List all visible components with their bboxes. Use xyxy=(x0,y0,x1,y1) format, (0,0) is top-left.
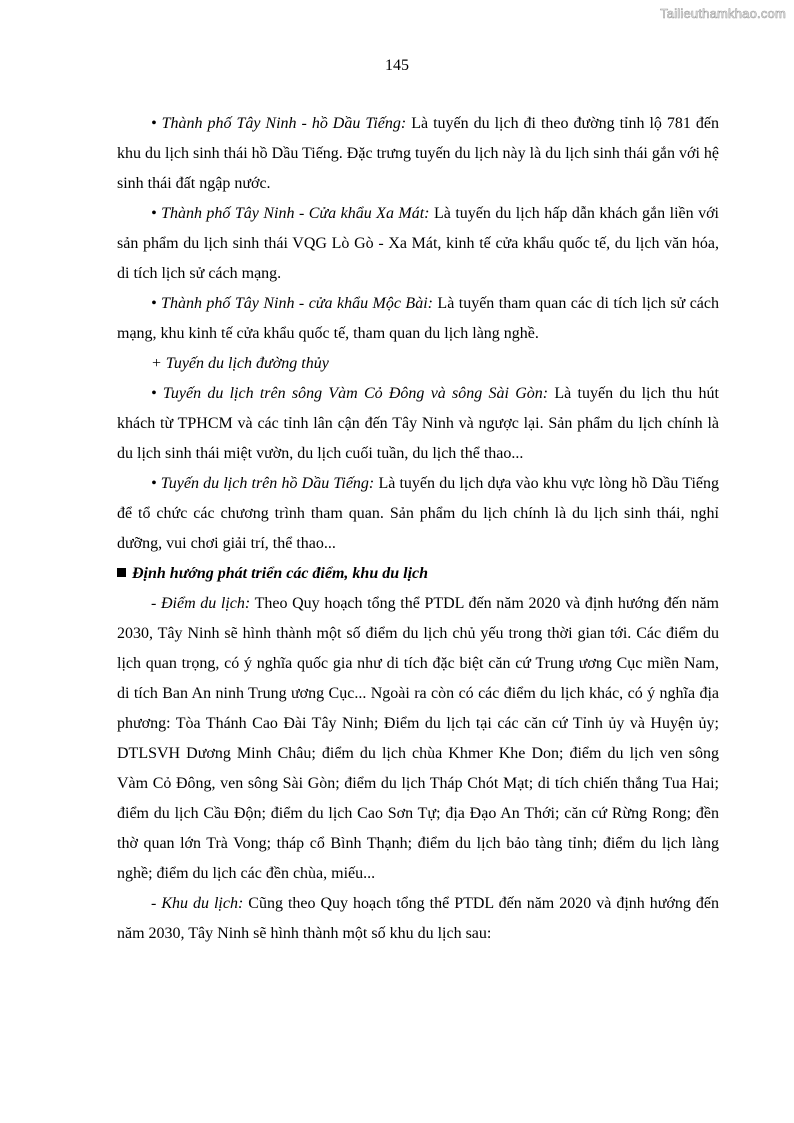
route-title: • Tuyến du lịch trên hồ Dầu Tiếng: xyxy=(151,475,375,492)
section-heading xyxy=(117,559,719,589)
paragraph-route-xa-mat xyxy=(117,199,719,289)
paragraph-tourist-points xyxy=(117,589,719,889)
section-heading-text: Định hướng phát triển các điểm, khu du lịch xyxy=(132,565,429,582)
item-title: - Khu du lịch: xyxy=(151,895,244,912)
route-title: • Tuyến du lịch trên sông Vàm Cỏ Đông và sông Sài Gòn: xyxy=(151,385,549,402)
route-title: • Thành phố Tây Ninh - cửa khẩu Mộc Bài: xyxy=(151,295,433,312)
item-description: Theo Quy hoạch tổng thể PTDL đến năm 2020 và định hướng đến năm 2030, Tây Ninh sẽ hình thành một số điểm du lịch chủ yếu trong thời gian tới. Các điểm du lịch quan trọng, có ý nghĩa quốc gia như di tích đặc biệt căn cứ Trung ương Cục miền Nam, di tích Ban An ninh Trung ương Cục... Ngoài ra còn có các điểm du lịch khác, có ý nghĩa địa phương: Tòa Thánh Cao Đài Tây Ninh; Điểm du lịch tại các căn cứ Tỉnh ủy và Huyện ủy; DTLSVH Dương Minh Châu; điểm du lịch chùa Khmer Khe Don; điểm du lịch ven sông Vàm Cỏ Đông, ven sông Sài Gòn; điểm du lịch Tháp Chót Mạt; di tích chiến thắng Tua Hai; điểm du lịch Cầu Độn; điểm du lịch Cao Sơn Tự; địa Đạo An Thới; căn cứ Rừng Rong; đền thờ quan lớn Trà Vong; tháp cổ Bình Thạnh; điểm du lịch bảo tàng tỉnh; điểm du lịch làng nghề; điểm du lịch các đền chùa, miếu... xyxy=(117,595,720,882)
item-description: Cũng theo Quy hoạch tổng thể PTDL đến năm 2020 và định hướng đến năm 2030, Tây Ninh sẽ hình thành một số khu du lịch sau: xyxy=(117,895,719,942)
paragraph-route-river xyxy=(117,379,719,469)
document-body xyxy=(117,109,719,949)
watermark: Tailieuthamkhao.com xyxy=(660,6,786,21)
paragraph-route-lake xyxy=(117,469,719,559)
page-number: 145 xyxy=(385,57,409,74)
route-description: Là tuyến tham quan các di tích lịch sử cách mạng, khu kinh tế cửa khẩu quốc tế, tham quan du lịch làng nghề. xyxy=(117,295,719,342)
paragraph-route-moc-bai xyxy=(117,289,719,349)
route-description: Là tuyến du lịch đi theo đường tỉnh lộ 781 đến khu du lịch sinh thái hồ Dầu Tiếng. Đặc trưng tuyến du lịch này là du lịch sinh thái gắn với hệ sinh thái đất ngập nước. xyxy=(117,115,719,192)
route-title: • Thành phố Tây Ninh - hồ Dầu Tiếng: xyxy=(151,115,407,132)
paragraph-tourist-areas xyxy=(117,889,719,949)
square-bullet-icon xyxy=(117,568,126,577)
route-description: Là tuyến du lịch dựa vào khu vực lòng hồ Dầu Tiếng để tổ chức các chương trình tham quan. Sản phẩm du lịch chính là du lịch sinh thái, nghỉ dưỡng, vui chơi giải trí, thể thao... xyxy=(117,475,720,552)
route-title: • Thành phố Tây Ninh - Cửa khẩu Xa Mát: xyxy=(151,205,430,222)
paragraph-route-dau-tieng xyxy=(117,109,719,199)
paragraph-waterway-heading xyxy=(117,349,719,379)
route-description: Là tuyến du lịch hấp dẫn khách gắn liền với sản phẩm du lịch sinh thái VQG Lò Gò - Xa Mát, kinh tế cửa khẩu quốc tế, du lịch văn hóa, di tích lịch sử cách mạng. xyxy=(117,205,719,282)
subsection-title: + Tuyến du lịch đường thủy xyxy=(151,355,329,372)
route-description: Là tuyến du lịch thu hút khách từ TPHCM và các tỉnh lân cận đến Tây Ninh và ngược lại. Sản phẩm du lịch chính là du lịch sinh thái miệt vườn, du lịch cuối tuần, du lịch thể thao... xyxy=(117,385,719,462)
item-title: - Điểm du lịch: xyxy=(151,595,251,612)
